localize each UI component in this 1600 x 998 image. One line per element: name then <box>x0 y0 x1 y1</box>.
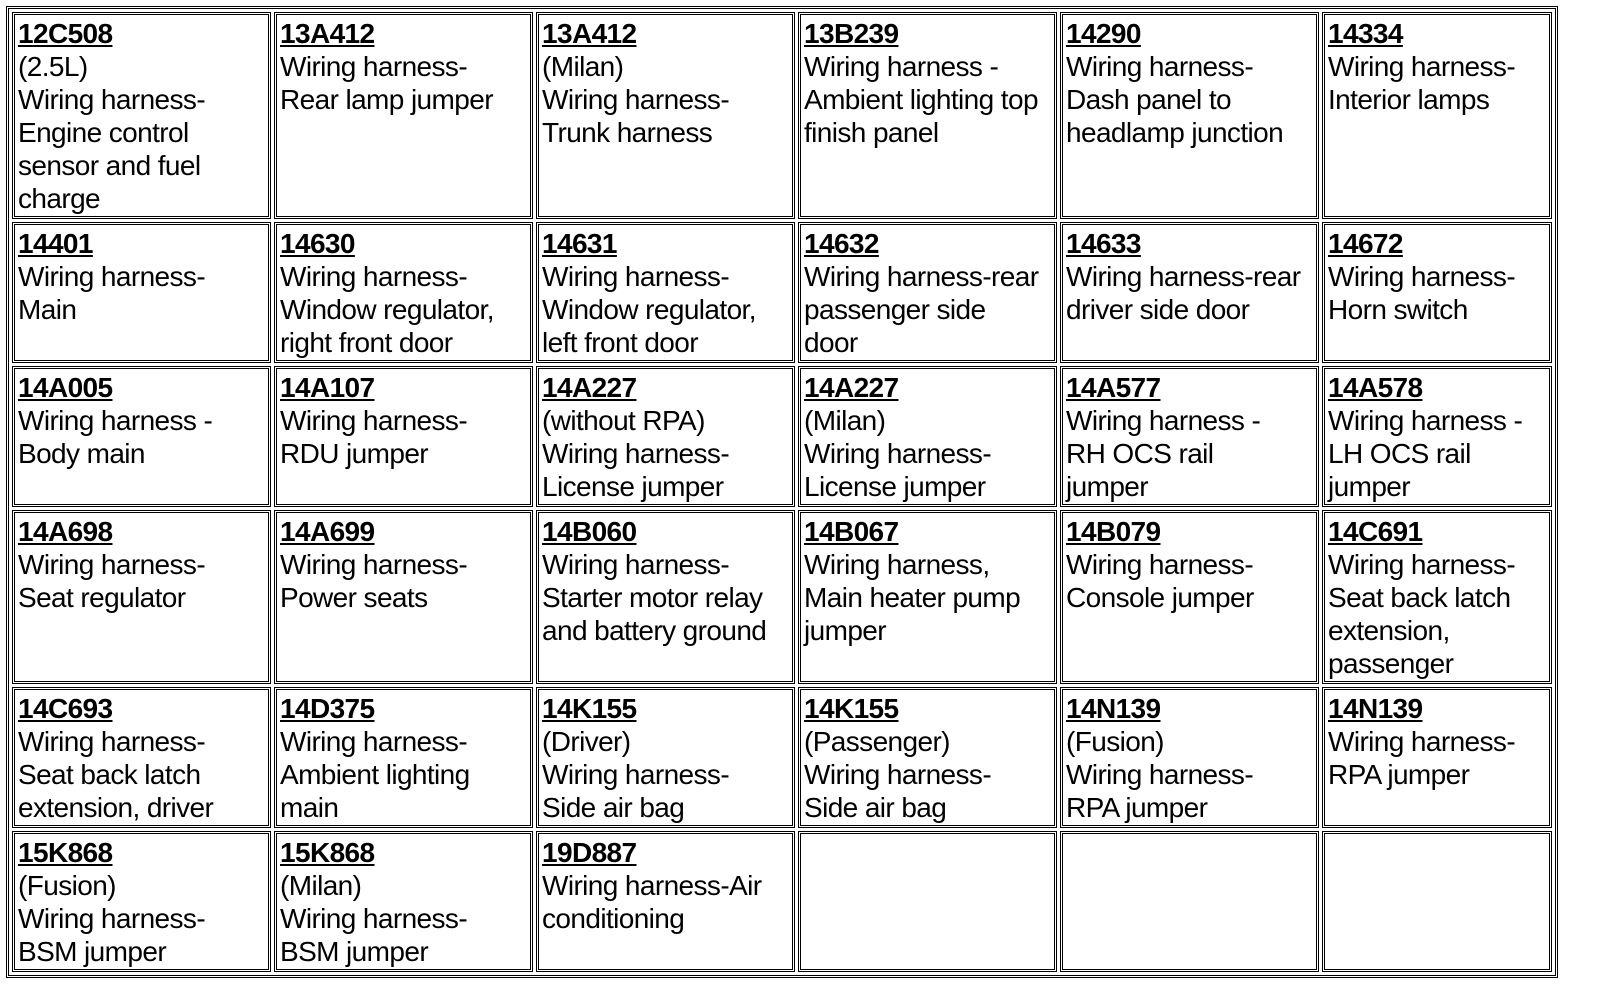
table-cell <box>274 510 533 684</box>
part-description-line: Body main <box>18 438 145 469</box>
table-cell <box>12 510 271 684</box>
part-description-line: LH OCS rail <box>1328 438 1471 469</box>
part-description-line: Wiring harness- <box>542 438 730 469</box>
part-description-line: Wiring harness- <box>804 759 992 790</box>
table-cell <box>798 687 1057 828</box>
table-cell <box>536 12 795 219</box>
table-cell <box>536 510 795 684</box>
part-description-line: Ambient lighting <box>280 759 470 790</box>
part-description-line: BSM jumper <box>280 936 429 967</box>
part-description-line: (Milan) <box>542 51 624 82</box>
part-number: 14B067 <box>804 516 899 547</box>
part-description-line: left front door <box>542 327 698 358</box>
table-cell <box>798 366 1057 507</box>
part-description-line: Wiring harness- <box>18 903 206 934</box>
part-description-line: Interior lamps <box>1328 84 1490 115</box>
part-description-line: Wiring harness- <box>542 549 730 580</box>
part-description-line: conditioning <box>542 903 685 934</box>
table-row <box>12 831 1552 972</box>
part-number: 14B079 <box>1066 516 1161 547</box>
part-number: 19D887 <box>542 837 637 868</box>
part-description-line: Window regulator, <box>280 294 494 325</box>
part-description-line: Side air bag <box>542 792 685 823</box>
part-description-line: right front door <box>280 327 453 358</box>
part-description-line: RDU jumper <box>280 438 429 469</box>
part-description-line: driver side door <box>1066 294 1250 325</box>
part-number: 14334 <box>1328 18 1403 49</box>
part-description-line: Main heater pump <box>804 582 1021 613</box>
part-description-line: Wiring harness- <box>542 759 730 790</box>
part-number: 15K868 <box>18 837 113 868</box>
part-description-line: Wiring harness- <box>18 549 206 580</box>
part-number: 14K155 <box>542 693 637 724</box>
part-number: 13A412 <box>542 18 637 49</box>
table-cell <box>12 687 271 828</box>
part-description-line: Dash panel to <box>1066 84 1231 115</box>
part-description-line: Rear lamp jumper <box>280 84 493 115</box>
part-description-line: Wiring harness- <box>1066 51 1254 82</box>
part-description-line: RH OCS rail <box>1066 438 1214 469</box>
part-description-line: headlamp junction <box>1066 117 1284 148</box>
part-description-line: Wiring harness - <box>1066 405 1261 436</box>
table-cell <box>1060 222 1319 363</box>
part-description-line: finish panel <box>804 117 939 148</box>
part-description-line: Wiring harness-Air <box>542 870 762 901</box>
table-cell <box>536 831 795 972</box>
part-description-line: (Fusion) <box>18 870 116 901</box>
part-number: 14A005 <box>18 372 113 403</box>
part-description-line: Wiring harness- <box>542 84 730 115</box>
part-description-line: Wiring harness- <box>18 261 206 292</box>
part-description-line: Wiring harness- <box>280 405 468 436</box>
table-cell <box>1060 366 1319 507</box>
part-description-line: License jumper <box>542 471 724 502</box>
part-description-line: sensor and fuel <box>18 150 201 181</box>
part-description-line: Power seats <box>280 582 428 613</box>
part-description-line: Wiring harness- <box>280 51 468 82</box>
part-description-line: Wiring harness-rear <box>1066 261 1301 292</box>
table-cell <box>12 831 271 972</box>
part-description-line: Trunk harness <box>542 117 713 148</box>
table-cell <box>536 366 795 507</box>
part-description-line: Wiring harness - <box>804 51 999 82</box>
part-description-line: Seat regulator <box>18 582 186 613</box>
table-cell <box>274 687 533 828</box>
table-cell <box>12 366 271 507</box>
part-description-line: RPA jumper <box>1066 792 1208 823</box>
part-number: 13B239 <box>804 18 899 49</box>
part-number: 14630 <box>280 228 355 259</box>
part-description-line: jumper <box>804 615 886 646</box>
harness-table-body <box>12 12 1552 972</box>
table-cell <box>274 831 533 972</box>
part-number: 14D375 <box>280 693 375 724</box>
part-description-line: Wiring harness- <box>280 261 468 292</box>
part-description-line: Wiring harness- <box>1066 759 1254 790</box>
part-description-line: Engine control <box>18 117 189 148</box>
table-cell <box>536 687 795 828</box>
table-cell <box>1060 687 1319 828</box>
part-number: 14A107 <box>280 372 375 403</box>
part-number: 14A577 <box>1066 372 1161 403</box>
table-cell <box>1322 687 1552 828</box>
part-description-line: Horn switch <box>1328 294 1468 325</box>
part-description-line: (Driver) <box>542 726 631 757</box>
part-number: 14B060 <box>542 516 637 547</box>
part-description-line: jumper <box>1066 471 1148 502</box>
part-number: 14C693 <box>18 693 113 724</box>
table-cell <box>1322 222 1552 363</box>
part-number: 14631 <box>542 228 617 259</box>
part-description-line: (Milan) <box>280 870 362 901</box>
table-cell <box>1322 12 1552 219</box>
part-description-line: Wiring harness - <box>18 405 213 436</box>
part-number: 14290 <box>1066 18 1141 49</box>
part-description-line: License jumper <box>804 471 986 502</box>
part-description-line: Wiring harness- <box>18 84 206 115</box>
harness-table <box>6 6 1558 978</box>
part-description-line: Wiring harness- <box>1328 726 1516 757</box>
table-cell <box>12 222 271 363</box>
part-description-line: Console jumper <box>1066 582 1254 613</box>
part-description-line: passenger side <box>804 294 986 325</box>
part-description-line: Wiring harness- <box>1328 549 1516 580</box>
part-description-line: main <box>280 792 339 823</box>
part-number: 15K868 <box>280 837 375 868</box>
part-description-line: Wiring harness- <box>1066 549 1254 580</box>
part-number: 14C691 <box>1328 516 1423 547</box>
table-cell <box>274 366 533 507</box>
part-description-line: Wiring harness- <box>542 261 730 292</box>
part-description-line: extension, driver <box>18 792 214 823</box>
table-cell <box>1322 366 1552 507</box>
part-number: 14632 <box>804 228 879 259</box>
part-description-line: passenger <box>1328 648 1454 679</box>
table-cell <box>798 222 1057 363</box>
table-cell <box>12 12 271 219</box>
part-description-line: Wiring harness- <box>804 438 992 469</box>
part-number: 14A227 <box>542 372 637 403</box>
part-number: 14672 <box>1328 228 1403 259</box>
part-number: 12C508 <box>18 18 113 49</box>
table-cell <box>274 12 533 219</box>
part-description-line: Wiring harness- <box>280 903 468 934</box>
table-row <box>12 12 1552 219</box>
part-description-line: charge <box>18 183 101 214</box>
table-cell <box>1322 510 1552 684</box>
part-number: 14A698 <box>18 516 113 547</box>
part-description-line: (Milan) <box>804 405 886 436</box>
part-description-line: Seat back latch <box>1328 582 1511 613</box>
part-description-line: Ambient lighting top <box>804 84 1038 115</box>
part-number: 14A227 <box>804 372 899 403</box>
table-row <box>12 366 1552 507</box>
part-description-line: RPA jumper <box>1328 759 1470 790</box>
part-description-line: Wiring harness- <box>1328 261 1516 292</box>
part-description-line: (without RPA) <box>542 405 705 436</box>
table-row <box>12 222 1552 363</box>
part-description-line: Wiring harness- <box>1328 51 1516 82</box>
table-cell <box>1060 510 1319 684</box>
part-description-line: Wiring harness - <box>1328 405 1523 436</box>
part-description-line: Main <box>18 294 77 325</box>
part-description-line: Wiring harness, <box>804 549 990 580</box>
part-number: 14A699 <box>280 516 375 547</box>
part-description-line: Side air bag <box>804 792 947 823</box>
part-number: 14633 <box>1066 228 1141 259</box>
table-cell <box>274 222 533 363</box>
table-cell <box>798 510 1057 684</box>
part-description-line: Window regulator, <box>542 294 756 325</box>
part-description-line: Wiring harness-rear <box>804 261 1039 292</box>
part-description-line: Seat back latch <box>18 759 201 790</box>
part-number: 14A578 <box>1328 372 1423 403</box>
table-cell <box>1322 831 1552 972</box>
part-description-line: Wiring harness- <box>280 726 468 757</box>
part-description-line: Wiring harness- <box>18 726 206 757</box>
part-description-line: Starter motor relay <box>542 582 763 613</box>
table-cell <box>536 222 795 363</box>
table-cell <box>1060 12 1319 219</box>
part-description-line: extension, <box>1328 615 1450 646</box>
part-number: 14401 <box>18 228 93 259</box>
part-description-line: (Passenger) <box>804 726 950 757</box>
table-row <box>12 687 1552 828</box>
part-description-line: (2.5L) <box>18 51 88 82</box>
table-cell <box>1060 831 1319 972</box>
part-description-line: jumper <box>1328 471 1410 502</box>
part-number: 14K155 <box>804 693 899 724</box>
part-description-line: door <box>804 327 858 358</box>
table-cell <box>798 831 1057 972</box>
part-description-line: Wiring harness- <box>280 549 468 580</box>
table-row <box>12 510 1552 684</box>
part-number: 13A412 <box>280 18 375 49</box>
part-number: 14N139 <box>1066 693 1161 724</box>
part-number: 14N139 <box>1328 693 1423 724</box>
part-description-line: (Fusion) <box>1066 726 1164 757</box>
part-description-line: BSM jumper <box>18 936 167 967</box>
part-description-line: and battery ground <box>542 615 767 646</box>
table-cell <box>798 12 1057 219</box>
